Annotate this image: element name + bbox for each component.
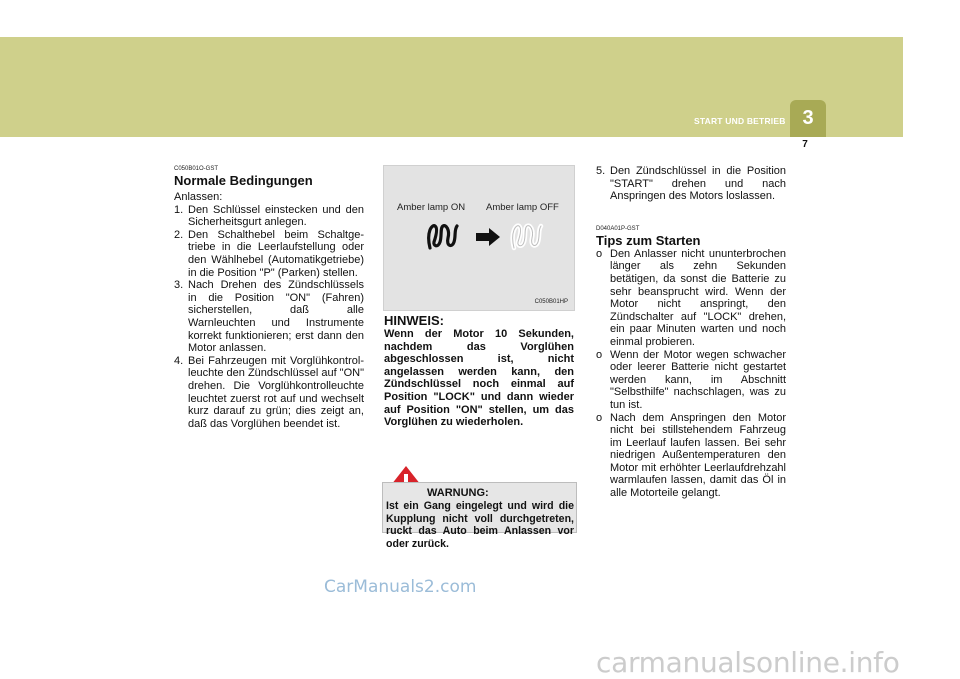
- chapter-number: 3: [802, 107, 814, 129]
- glow-lamp-figure: [383, 165, 575, 311]
- section-code: C050B01O-GST: [174, 166, 219, 172]
- left-column: [174, 165, 364, 430]
- arrow-right-icon: [476, 228, 500, 246]
- tips-list: [596, 248, 786, 500]
- list-item: 5. Den Zündschlüssel in die Position "START" drehen und nach Anspringen des Motors loslassen.: [596, 165, 786, 203]
- list-item: o Den Anlasser nicht ununterbrochen länger als zehn Sekunden betätigen, da sonst die Batterie zu sehr beansprucht wird. Wenn der Motor nicht anspringt, den Zündschalter auf "LOCK" drehen, ein paar Minuten warten und noch einmal probieren.: [596, 247, 786, 348]
- label-lamp-on: Amber lamp ON: [397, 202, 466, 213]
- watermark-carmanualsonline[interactable]: carmanualsonline.info: [596, 646, 900, 679]
- intro-text: Anlassen:: [174, 191, 223, 203]
- hinweis-title: HINWEIS:: [384, 313, 444, 328]
- list-item: o Wenn der Motor wegen schwacher oder leerer Batterie nicht gestartet werden kann, im Abschnitt "Selbsthilfe" nachschlagen, was zu tun ist.: [596, 348, 786, 411]
- list-item: o Nach dem Anspringen den Motor nicht bei stillstehendem Fahrzeug im Leerlauf laufen lassen. Bei sehr niedrigen Außentemperaturen den Motor mit erhöhter Leerlaufdrehzahl warmlaufen lassen, damit das Öl in alle Motorteile gelangt.: [596, 411, 786, 500]
- section-heading: Normale Bedingungen: [174, 173, 313, 188]
- glow-plug-lamp-off-icon: [508, 222, 544, 252]
- warning-title: WARNUNG:: [427, 487, 489, 499]
- hinweis-note: [384, 314, 574, 429]
- right-column: [596, 165, 786, 500]
- start-steps-list: [174, 204, 364, 431]
- warning-box: [382, 482, 577, 550]
- list-item: 2. Den Schalthebel beim Schaltge-triebe in die Leerlaufstellung oder den Wählhebel (Automatikgetriebe) in die Position "P" (Parken) stellen.: [174, 228, 364, 279]
- figure-code: C050B01HP: [534, 299, 568, 305]
- warning-text: Ist ein Gang eingelegt und wird die Kupplung nicht voll durchgetreten, ruckt das Auto beim Anlassen vor oder zurück.: [386, 500, 574, 550]
- list-item: 3. Nach Drehen des Zündschlüssels in die Position "ON" (Fahren) sicherstellen, daß alle Warnleuchten und Instrumente korrekt funktionieren; erst dann den Motor anlassen.: [174, 279, 364, 355]
- label-lamp-off: Amber lamp OFF: [486, 202, 559, 213]
- step-5-list: [596, 165, 786, 203]
- glow-plug-lamp-on-icon: [424, 222, 460, 252]
- hinweis-text: Wenn der Motor 10 Sekunden, nachdem das Vorglühen abgeschlossen ist, nicht angelassen werden kann, den Zündschlüssel noch einmal auf Position "LOCK" und dann wieder auf Position "ON" stellen, um das Vorglühen zu wiederholen.: [384, 328, 574, 429]
- list-item: 1. Den Schlüssel einstecken und den Sicherheitsgurt anlegen.: [174, 203, 364, 229]
- page-number: 7: [802, 139, 808, 150]
- section-heading: Tips zum Starten: [596, 232, 701, 248]
- section-title: START UND BETRIEB: [694, 116, 786, 126]
- section-code: D040A01P-GST: [596, 225, 640, 232]
- watermark-carmanuals2[interactable]: CarManuals2.com: [324, 577, 477, 597]
- list-item: 4. Bei Fahrzeugen mit Vorglühkontrol-leuchte den Zündschlüssel auf "ON" drehen. Die Vorglühkontrolleuchte leuchtet zuerst rot auf und wechselt kurz darauf zu grün; dies zeigt an, daß das Vorglühen beendet ist.: [174, 354, 364, 430]
